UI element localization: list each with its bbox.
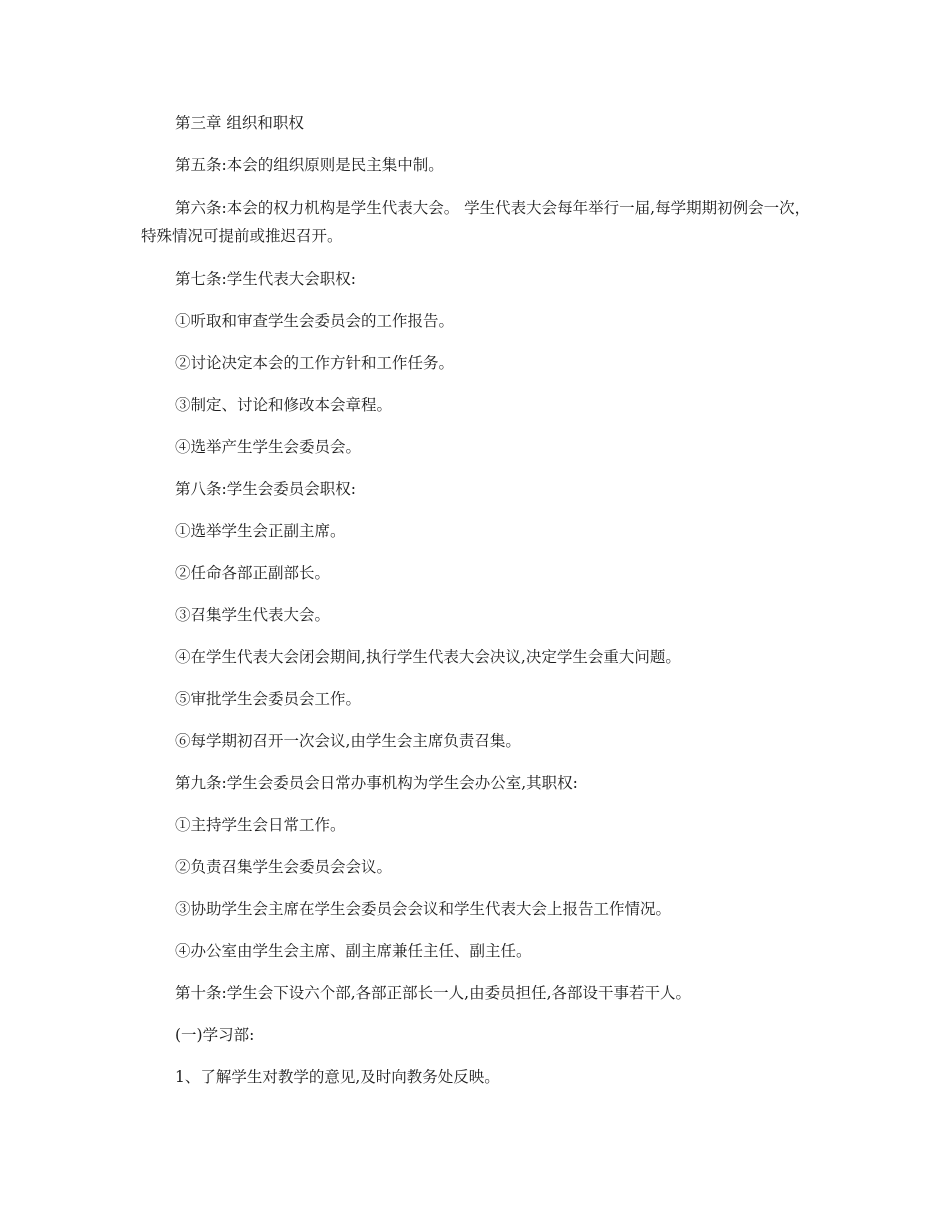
article-9-item-2: ②负责召集学生会委员会会议。 (175, 858, 393, 876)
article-5: 第五条:本会的组织原则是民主集中制。 (175, 156, 444, 174)
article-6: 第六条:本会的权力机构是学生代表大会。 学生代表大会每年举行一届,每学期期初例会一次，特殊情况可提前或推迟召开。 (141, 199, 811, 245)
article-7-item-2: ②讨论决定本会的工作方针和工作任务。 (175, 354, 455, 372)
article-8-item-1: ①选举学生会正副主席。 (175, 522, 346, 540)
chapter-heading: 第三章 组织和职权 (175, 114, 304, 132)
article-7-item-1: ①听取和审查学生会委员会的工作报告。 (175, 312, 455, 330)
article-8: 第八条:学生会委员会职权: (175, 480, 356, 498)
article-8-item-6: ⑥每学期初召开一次会议,由学生会主席负责召集。 (175, 732, 521, 750)
article-7-item-3: ③制定、讨论和修改本会章程。 (175, 396, 393, 414)
section-study-department: (一)学习部: (175, 1026, 255, 1044)
article-9: 第九条:学生会委员会日常办事机构为学生会办公室,其职权: (175, 774, 578, 792)
document-body (141, 110, 811, 1106)
article-8-item-5: ⑤审批学生会委员会工作。 (175, 690, 362, 708)
article-9-item-1: ①主持学生会日常工作。 (175, 816, 346, 834)
article-8-item-4: ④在学生代表大会闭会期间,执行学生代表大会决议,决定学生会重大问题。 (175, 648, 681, 666)
study-department-item-1: 1、了解学生对教学的意见,及时向教务处反映。 (175, 1068, 500, 1086)
article-9-item-3: ③协助学生会主席在学生会委员会会议和学生代表大会上报告工作情况。 (175, 900, 672, 918)
article-7: 第七条:学生代表大会职权: (175, 270, 356, 288)
article-8-item-3: ③召集学生代表大会。 (175, 606, 331, 624)
article-10: 第十条:学生会下设六个部,各部正部长一人,由委员担任,各部设干事若干人。 (175, 984, 692, 1002)
article-7-item-4: ④选举产生学生会委员会。 (175, 438, 362, 456)
article-8-item-2: ②任命各部正副部长。 (175, 564, 331, 582)
article-9-item-4: ④办公室由学生会主席、副主席兼任主任、副主任。 (175, 942, 532, 960)
